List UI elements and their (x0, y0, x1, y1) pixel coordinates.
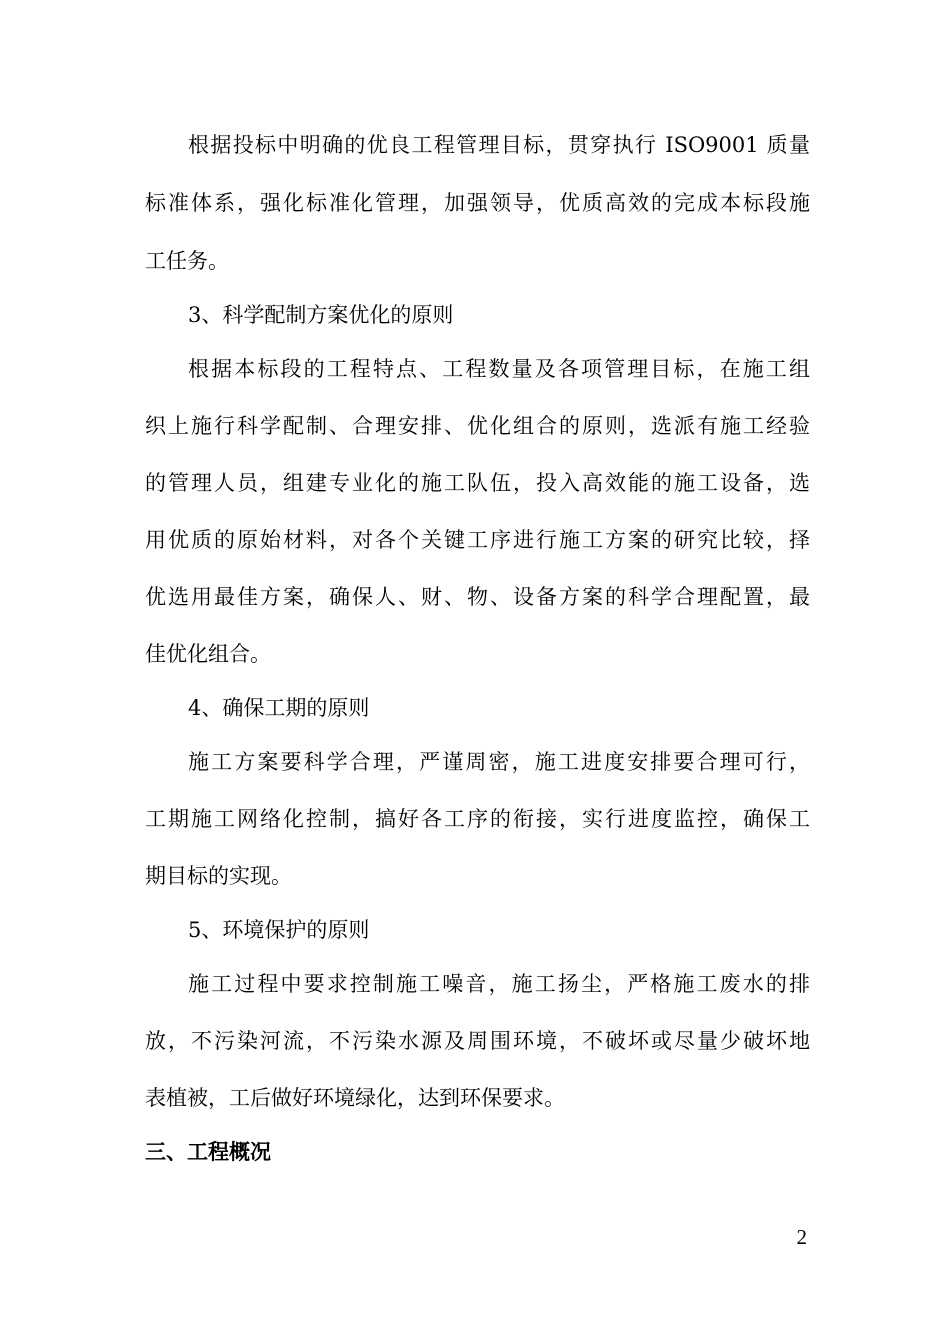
paragraph-line: 优选用最佳方案，确保人、财、物、设备方案的科学合理配置，最 (145, 585, 810, 609)
paragraph-line: 施工过程中要求控制施工噪音，施工扬尘，严格施工废水的排 (188, 972, 810, 996)
paragraph-line: 表植被，工后做好环境绿化，达到环保要求。 (145, 1086, 565, 1110)
paragraph-line: 放，不污染河流，不污染水源及周围环境，不破坏或尽量少破坏地 (145, 1029, 810, 1053)
paragraph-line: 织上施行科学配制、合理安排、优化组合的原则，选派有施工经验 (145, 414, 810, 438)
paragraph-line: 根据投标中明确的优良工程管理目标，贯穿执行 ISO9001 质量 (188, 133, 810, 157)
section-heading: 三、工程概况 (145, 1139, 271, 1164)
page-number: 2 (796, 1225, 807, 1249)
paragraph-line: 期目标的实现。 (145, 864, 292, 888)
subheading: 3、科学配制方案优化的原则 (188, 303, 454, 327)
paragraph-line: 的管理人员，组建专业化的施工队伍，投入高效能的施工设备，选 (145, 471, 810, 495)
paragraph-line: 用优质的原始材料，对各个关键工序进行施工方案的研究比较，择 (145, 528, 810, 552)
paragraph-line: 佳优化组合。 (145, 642, 271, 666)
paragraph-line: 工任务。 (145, 249, 229, 273)
subheading: 5、环境保护的原则 (188, 918, 370, 942)
paragraph-line: 标准体系，强化标准化管理，加强领导，优质高效的完成本标段施 (145, 191, 810, 215)
subheading: 4、确保工期的原则 (188, 696, 370, 720)
paragraph-line: 施工方案要科学合理，严谨周密，施工进度安排要合理可行， (188, 750, 810, 774)
paragraph-line: 根据本标段的工程特点、工程数量及各项管理目标，在施工组 (188, 357, 810, 381)
paragraph-line: 工期施工网络化控制，搞好各工序的衔接，实行进度监控，确保工 (145, 807, 810, 831)
